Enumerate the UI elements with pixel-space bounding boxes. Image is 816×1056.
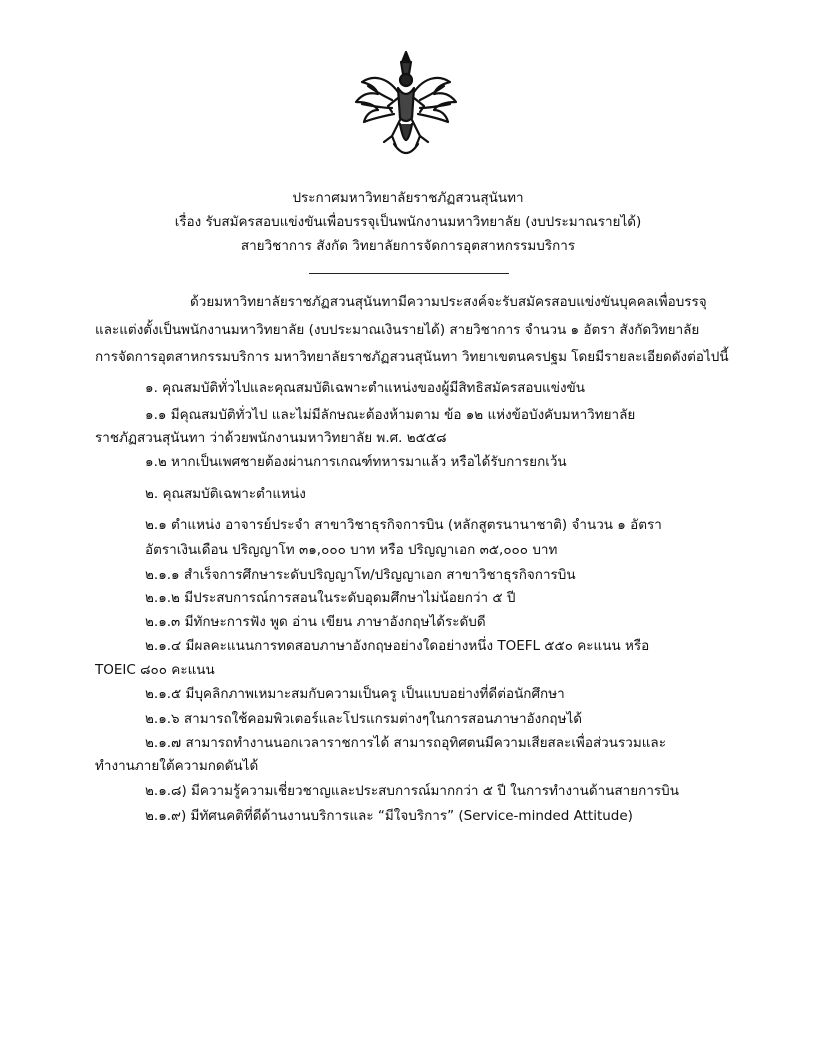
garuda-emblem-icon — [348, 48, 464, 164]
qualification-9: ๒.๑.๙) มีทัศนคติที่ดีด้านงานบริการและ “มีใจบริการ” (Service-minded Attitude) — [145, 808, 633, 824]
intro-line-2: และแต่งตั้งเป็นพนักงานมหาวิทยาลัย (งบประมาณเงินรายได้) สายวิชาการ จำนวน ๑ อัตรา สังกัดวิทยาลัย — [95, 322, 700, 338]
qualification-5: ๒.๑.๕ มีบุคลิกภาพเหมาะสมกับความเป็นครู เป็นแบบอย่างที่ดีต่อนักศึกษา — [145, 686, 565, 702]
intro-line-3: การจัดการอุตสาหกรรมบริการ มหาวิทยาลัยราชภัฏสวนสุนันทา วิทยาเขตนครปฐม โดยมีรายละเอียดดังต่อไปนี้ — [95, 349, 729, 365]
qualification-1: ๒.๑.๑ สำเร็จการศึกษาระดับปริญญาโท/ปริญญาเอก สาขาวิชาธุรกิจการบิน — [145, 567, 576, 583]
position-line-1: ๒.๑ ตำแหน่ง อาจารย์ประจำ สาขาวิชาธุรกิจการบิน (หลักสูตรนานาชาติ) จำนวน ๑ อัตรา — [145, 517, 662, 533]
position-line-2: อัตราเงินเดือน ปริญญาโท ๓๑,๐๐๐ บาท หรือ ปริญญาเอก ๓๕,๐๐๐ บาท — [145, 542, 558, 558]
qualification-4-line-2: TOEIC ๘๐๐ คะแนน — [95, 662, 215, 678]
announcement-department: สายวิชาการ สังกัด วิทยาลัยการจัดการอุตสาหกรรมบริการ — [240, 238, 576, 254]
qualification-3: ๒.๑.๓ มีทักษะการฟัง พูด อ่าน เขียน ภาษาอังกฤษได้ระดับดี — [145, 614, 486, 630]
qualification-6: ๒.๑.๖ สามารถใช้คอมพิวเตอร์และโปรแกรมต่างๆในการสอนภาษาอังกฤษได้ — [145, 711, 583, 727]
qualification-8: ๒.๑.๘) มีความรู้ความเชี่ยวชาญและประสบการณ์มากกว่า ๕ ปี ในการทำงานด้านสายการบิน — [145, 783, 679, 799]
item-1-2: ๑.๒ หากเป็นเพศชายต้องผ่านการเกณฑ์ทหารมาแล้ว หรือได้รับการยกเว้น — [145, 454, 567, 470]
qualification-7-line-2: ทำงานภายใต้ความกดดันได้ — [95, 758, 259, 774]
section-1-heading: ๑. คุณสมบัติทั่วไปและคุณสมบัติเฉพาะตำแหน่งของผู้มีสิทธิสมัครสอบแข่งขัน — [145, 380, 586, 396]
qualification-2: ๒.๑.๒ มีประสบการณ์การสอนในระดับอุดมศึกษาไม่น้อยกว่า ๕ ปี — [145, 590, 516, 606]
header-divider — [309, 273, 509, 274]
item-1-1-line-2: ราชภัฏสวนสุนันทา ว่าด้วยพนักงานมหาวิทยาลัย พ.ศ. ๒๕๕๘ — [95, 430, 447, 446]
qualification-7-line-1: ๒.๑.๗ สามารถทำงานนอกเวลาราชการได้ สามารถอุทิศตนมีความเสียสละเพื่อส่วนรวมและ — [145, 735, 666, 751]
intro-line-1: ด้วยมหาวิทยาลัยราชภัฏสวนสุนันทามีความประสงค์จะรับสมัครสอบแข่งขันบุคคลเพื่อบรรจุ — [190, 294, 707, 310]
section-2-heading: ๒. คุณสมบัติเฉพาะตำแหน่ง — [145, 486, 306, 502]
qualification-4-line-1: ๒.๑.๔ มีผลคะแนนการทดสอบภาษาอังกฤษอย่างใดอย่างหนึ่ง TOEFL ๕๕๐ คะแนน หรือ — [145, 638, 650, 654]
item-1-1-line-1: ๑.๑ มีคุณสมบัติทั่วไป และไม่มีลักษณะต้องห้ามตาม ข้อ ๑๒ แห่งข้อบังคับมหาวิทยาลัย — [145, 407, 636, 423]
announcement-subject: เรื่อง รับสมัครสอบแข่งขันเพื่อบรรจุเป็นพนักงานมหาวิทยาลัย (งบประมาณรายได้) — [174, 214, 642, 230]
announcement-title: ประกาศมหาวิทยาลัยราชภัฏสวนสุนันทา — [292, 190, 524, 206]
